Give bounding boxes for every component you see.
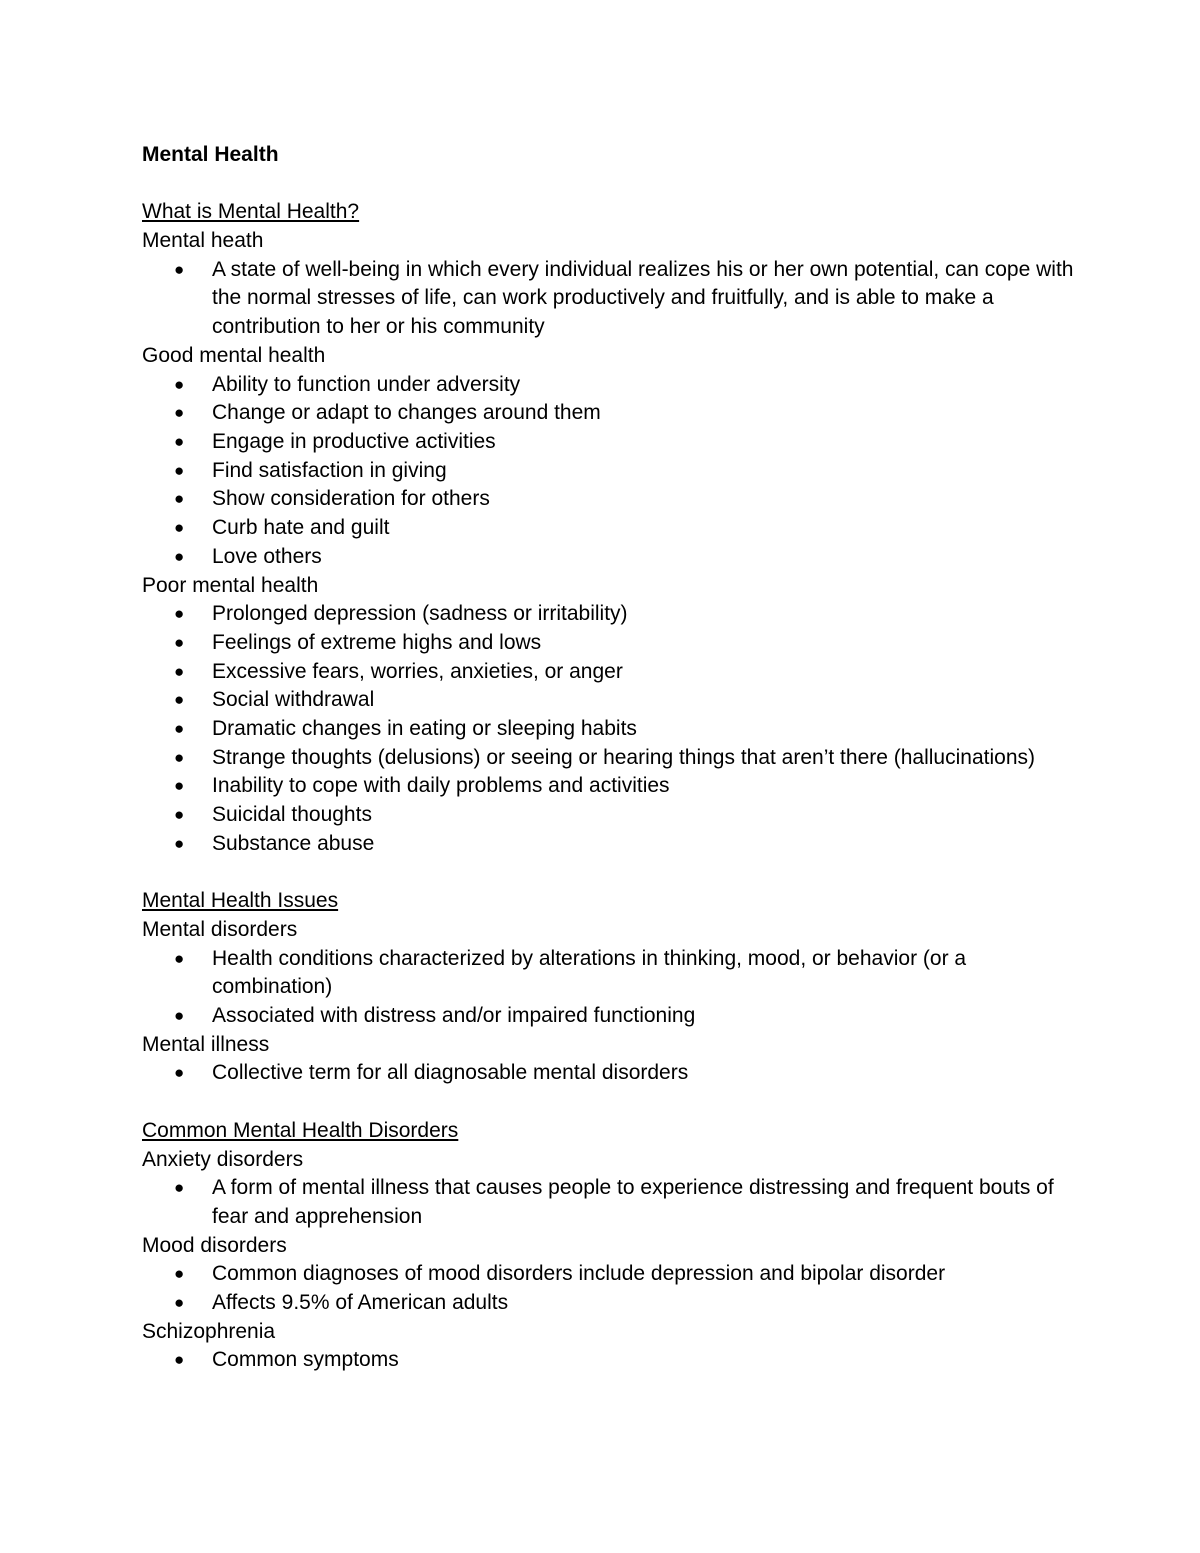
list-item-text: Curb hate and guilt bbox=[212, 516, 390, 540]
list-item-text: Change or adapt to changes around them bbox=[212, 401, 601, 425]
document-body bbox=[142, 198, 1082, 1375]
list-item bbox=[142, 600, 1082, 629]
bullet-list bbox=[142, 256, 1082, 342]
list-item bbox=[142, 715, 1082, 744]
bullet-icon: ● bbox=[174, 403, 185, 423]
group-label: Schizophrenia bbox=[142, 1319, 276, 1343]
bullet-list bbox=[142, 945, 1082, 1031]
bullet-icon: ● bbox=[174, 719, 185, 739]
list-item bbox=[142, 543, 1082, 572]
list-item-text: Find satisfaction in giving bbox=[212, 458, 447, 482]
list-item-text: Show consideration for others bbox=[212, 487, 490, 511]
list-item bbox=[142, 428, 1082, 457]
bullet-icon: ● bbox=[174, 948, 185, 968]
bullet-icon: ● bbox=[174, 489, 185, 509]
bullet-icon: ● bbox=[174, 1293, 185, 1313]
list-item bbox=[142, 1002, 1082, 1031]
list-item bbox=[142, 744, 1082, 773]
list-item-text: Social withdrawal bbox=[212, 688, 375, 712]
section-heading: What is Mental Health? bbox=[142, 200, 360, 224]
list-item-text: Collective term for all diagnosable mental disorders bbox=[212, 1061, 689, 1085]
bullet-icon: ● bbox=[174, 518, 185, 538]
bullet-icon: ● bbox=[174, 690, 185, 710]
bullet-list bbox=[142, 600, 1082, 858]
bullet-icon: ● bbox=[174, 805, 185, 825]
bullet-icon: ● bbox=[174, 546, 185, 566]
spacer bbox=[142, 170, 1082, 199]
group-label: Mental heath bbox=[142, 229, 264, 253]
list-item-text: Substance abuse bbox=[212, 831, 375, 855]
list-item bbox=[142, 801, 1082, 830]
section-heading: Mental Health Issues bbox=[142, 889, 339, 913]
bullet-list bbox=[142, 1174, 1082, 1231]
list-item bbox=[142, 945, 1082, 1002]
list-item bbox=[142, 457, 1082, 486]
bullet-icon: ● bbox=[174, 259, 185, 279]
spacer bbox=[142, 1088, 1082, 1117]
list-item-text: Love others bbox=[212, 544, 322, 568]
bullet-icon: ● bbox=[174, 776, 185, 796]
group-label: Mental disorders bbox=[142, 917, 298, 941]
list-item bbox=[142, 629, 1082, 658]
list-item-text: A state of well-being in which every individual realizes his or her own potential, can cope with the normal stresses of life, can work productively and fruitfully, and is able to make a contribution to her or his community bbox=[212, 257, 1074, 339]
bullet-list bbox=[142, 1059, 1082, 1088]
bullet-icon: ● bbox=[174, 432, 185, 451]
list-item bbox=[142, 1289, 1082, 1318]
bullet-icon: ● bbox=[174, 1350, 185, 1370]
bullet-icon: ● bbox=[174, 1006, 185, 1026]
bullet-icon: ● bbox=[174, 1178, 185, 1198]
list-item-text: Health conditions characterized by alterations in thinking, mood, or behavior (or a combination) bbox=[212, 946, 967, 999]
list-item bbox=[142, 1059, 1082, 1088]
list-item bbox=[142, 658, 1082, 687]
list-item-text: Strange thoughts (delusions) or seeing or hearing things that aren’t there (hallucinations) bbox=[212, 745, 1035, 769]
group-label: Poor mental health bbox=[142, 573, 319, 597]
list-item-text: Inability to cope with daily problems and activities bbox=[212, 774, 670, 798]
bullet-list bbox=[142, 1346, 1082, 1375]
list-item bbox=[142, 830, 1082, 859]
spacer bbox=[142, 859, 1082, 888]
list-item-text: Dramatic changes in eating or sleeping habits bbox=[212, 717, 637, 741]
list-item bbox=[142, 371, 1082, 400]
section-heading: Common Mental Health Disorders bbox=[142, 1118, 459, 1142]
bullet-icon: ● bbox=[174, 460, 185, 480]
list-item-text: Prolonged depression (sadness or irritability) bbox=[212, 602, 628, 626]
list-item bbox=[142, 1346, 1082, 1375]
list-item bbox=[142, 686, 1082, 715]
bullet-icon: ● bbox=[174, 661, 185, 681]
list-item bbox=[142, 485, 1082, 514]
bullet-icon: ● bbox=[174, 1063, 185, 1083]
list-item-text: Affects 9.5% of American adults bbox=[212, 1291, 509, 1315]
bullet-list bbox=[142, 1260, 1082, 1317]
bullet-icon: ● bbox=[174, 747, 185, 767]
group-label: Good mental health bbox=[142, 343, 326, 367]
list-item bbox=[142, 399, 1082, 428]
list-item bbox=[142, 772, 1082, 801]
bullet-icon: ● bbox=[174, 1264, 185, 1284]
group-label: Anxiety disorders bbox=[142, 1147, 304, 1171]
document-page bbox=[142, 141, 1082, 1375]
list-item-text: Feelings of extreme highs and lows bbox=[212, 630, 542, 654]
list-item bbox=[142, 1174, 1082, 1231]
list-item-text: Associated with distress and/or impaired functioning bbox=[212, 1004, 696, 1028]
list-item-text: Common diagnoses of mood disorders include depression and bipolar disorder bbox=[212, 1262, 946, 1286]
list-item bbox=[142, 1260, 1082, 1289]
document-title: Mental Health bbox=[142, 143, 279, 166]
list-item bbox=[142, 256, 1082, 342]
bullet-icon: ● bbox=[174, 833, 185, 853]
group-label: Mental illness bbox=[142, 1032, 270, 1056]
list-item-text: Engage in productive activities bbox=[212, 430, 496, 453]
list-item bbox=[142, 514, 1082, 543]
bullet-list bbox=[142, 371, 1082, 572]
bullet-icon: ● bbox=[174, 374, 185, 394]
list-item-text: A form of mental illness that causes people to experience distressing and frequent bouts of fear and apprehension bbox=[212, 1176, 1054, 1228]
list-item-text: Excessive fears, worries, anxieties, or anger bbox=[212, 659, 623, 683]
group-label: Mood disorders bbox=[142, 1233, 287, 1257]
list-item-text: Common symptoms bbox=[212, 1348, 399, 1372]
list-item-text: Suicidal thoughts bbox=[212, 803, 372, 827]
bullet-icon: ● bbox=[174, 604, 185, 624]
bullet-icon: ● bbox=[174, 632, 185, 652]
list-item-text: Ability to function under adversity bbox=[212, 372, 521, 396]
